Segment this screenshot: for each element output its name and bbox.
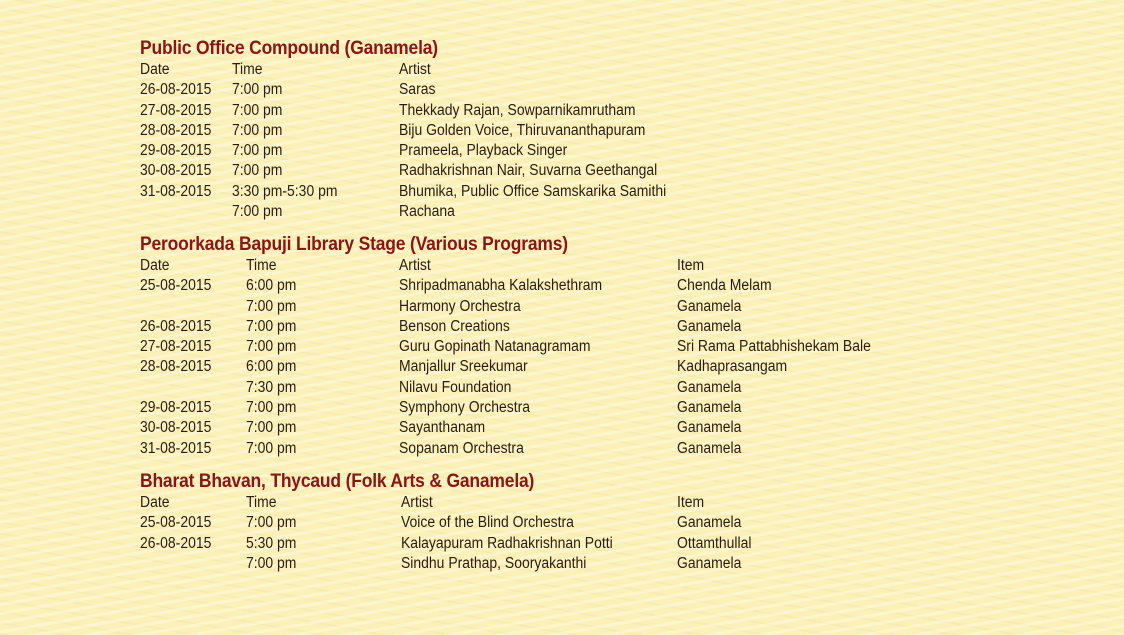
time-cell: 7:00 pm bbox=[246, 554, 297, 572]
header-artist: Artist bbox=[399, 257, 431, 274]
date-cell: 28-08-2015 bbox=[140, 121, 212, 139]
artist-cell: Thekkady Rajan, Sowparnikamrutham bbox=[399, 101, 636, 119]
section-title: Public Office Compound (Ganamela) bbox=[140, 38, 438, 59]
time-cell: 3:30 pm-5:30 pm bbox=[232, 182, 338, 200]
date-cell: 27-08-2015 bbox=[140, 338, 212, 356]
artist-cell: Guru Gopinath Natanagramam bbox=[399, 338, 591, 356]
artist-cell: Symphony Orchestra bbox=[399, 399, 531, 417]
table-row bbox=[140, 202, 464, 222]
time-cell: 7:00 pm bbox=[232, 81, 283, 99]
item-cell: Ganamela bbox=[677, 439, 742, 457]
table-header bbox=[140, 60, 464, 80]
artist-cell: Biju Golden Voice, Thiruvananthapuram bbox=[399, 121, 646, 139]
item-cell: Ganamela bbox=[677, 378, 742, 396]
header-artist: Artist bbox=[401, 494, 433, 511]
time-cell: 7:30 pm bbox=[246, 378, 297, 396]
table-row bbox=[140, 317, 742, 337]
date-cell: 25-08-2015 bbox=[140, 277, 212, 295]
artist-cell: Sindhu Prathap, Sooryakanthi bbox=[401, 554, 587, 572]
header-artist: Artist bbox=[399, 61, 431, 78]
header-item: Item bbox=[677, 257, 705, 274]
table-row bbox=[140, 418, 742, 438]
table-header bbox=[140, 256, 705, 276]
artist-cell: Kalayapuram Radhakrishnan Potti bbox=[401, 534, 613, 552]
time-cell: 7:00 pm bbox=[246, 399, 297, 417]
item-cell: Ganamela bbox=[677, 317, 742, 335]
table-row bbox=[140, 439, 742, 459]
section-bharat-bhavan bbox=[140, 471, 752, 574]
time-cell: 7:00 pm bbox=[246, 419, 297, 437]
time-cell: 6:00 pm bbox=[246, 358, 297, 376]
time-cell: 7:00 pm bbox=[246, 297, 297, 315]
date-cell: 29-08-2015 bbox=[140, 399, 212, 417]
date-cell: 26-08-2015 bbox=[140, 317, 212, 335]
artist-cell: Saras bbox=[399, 81, 436, 99]
date-cell: 31-08-2015 bbox=[140, 439, 212, 457]
table-row bbox=[140, 80, 464, 100]
date-cell: 26-08-2015 bbox=[140, 534, 212, 552]
section-peroorkada bbox=[140, 234, 871, 459]
date-cell: 28-08-2015 bbox=[140, 358, 212, 376]
item-cell: Kadhaprasangam bbox=[677, 358, 788, 376]
date-cell: 30-08-2015 bbox=[140, 419, 212, 437]
table-row bbox=[140, 398, 742, 418]
item-cell: Ganamela bbox=[677, 554, 742, 572]
table-row bbox=[140, 141, 568, 161]
header-date: Date bbox=[140, 61, 170, 78]
time-cell: 7:00 pm bbox=[232, 162, 283, 180]
header-item: Item bbox=[677, 494, 705, 511]
section-public-office bbox=[140, 38, 667, 222]
table-row bbox=[140, 276, 772, 296]
time-cell: 6:00 pm bbox=[246, 277, 297, 295]
date-cell: 26-08-2015 bbox=[140, 81, 212, 99]
item-cell: Ganamela bbox=[677, 399, 742, 417]
artist-cell: Shripadmanabha Kalakshethram bbox=[399, 277, 603, 295]
table-row bbox=[140, 297, 742, 317]
artist-cell: Sopanam Orchestra bbox=[399, 439, 524, 457]
time-cell: 7:00 pm bbox=[232, 142, 283, 160]
item-cell: Ganamela bbox=[677, 297, 742, 315]
artist-cell: Sayanthanam bbox=[399, 419, 486, 437]
date-cell: 31-08-2015 bbox=[140, 182, 212, 200]
time-cell: 7:00 pm bbox=[246, 439, 297, 457]
header-date: Date bbox=[140, 494, 170, 511]
table-row bbox=[140, 534, 752, 554]
artist-cell: Radhakrishnan Nair, Suvarna Geethangal bbox=[399, 162, 658, 180]
time-cell: 5:30 pm bbox=[246, 534, 297, 552]
date-cell: 30-08-2015 bbox=[140, 162, 212, 180]
table-row bbox=[140, 121, 646, 141]
date-cell: 29-08-2015 bbox=[140, 142, 212, 160]
artist-cell: Voice of the Blind Orchestra bbox=[401, 514, 574, 532]
item-cell: Ottamthullal bbox=[677, 534, 752, 552]
item-cell: Chenda Melam bbox=[677, 277, 772, 295]
artist-cell: Manjallur Sreekumar bbox=[399, 358, 528, 376]
time-cell: 7:00 pm bbox=[246, 317, 297, 335]
table-row bbox=[140, 161, 658, 181]
header-time: Time bbox=[246, 257, 277, 274]
date-cell: 25-08-2015 bbox=[140, 514, 212, 532]
header-date: Date bbox=[140, 257, 170, 274]
time-cell: 7:00 pm bbox=[232, 101, 283, 119]
table-row bbox=[140, 357, 788, 377]
table-row bbox=[140, 513, 742, 533]
section-title: Peroorkada Bapuji Library Stage (Various Programs) bbox=[140, 234, 568, 255]
time-cell: 7:00 pm bbox=[232, 203, 283, 221]
time-cell: 7:00 pm bbox=[246, 338, 297, 356]
header-time: Time bbox=[232, 61, 263, 78]
item-cell: Ganamela bbox=[677, 419, 742, 437]
time-cell: 7:00 pm bbox=[246, 514, 297, 532]
item-cell: Ganamela bbox=[677, 514, 742, 532]
table-header bbox=[140, 493, 705, 513]
time-cell: 7:00 pm bbox=[232, 121, 283, 139]
table-row bbox=[140, 182, 667, 202]
artist-cell: Harmony Orchestra bbox=[399, 297, 521, 315]
section-title: Bharat Bhavan, Thycaud (Folk Arts & Ganamela) bbox=[140, 471, 535, 492]
artist-cell: Benson Creations bbox=[399, 317, 510, 335]
artist-cell: Nilavu Foundation bbox=[399, 378, 512, 396]
table-row bbox=[140, 337, 871, 357]
artist-cell: Bhumika, Public Office Samskarika Samithi bbox=[399, 182, 667, 200]
table-row bbox=[140, 554, 742, 574]
date-cell: 27-08-2015 bbox=[140, 101, 212, 119]
artist-cell: Rachana bbox=[399, 203, 455, 221]
artist-cell: Prameela, Playback Singer bbox=[399, 142, 568, 160]
table-row bbox=[140, 101, 636, 121]
header-time: Time bbox=[246, 494, 277, 511]
item-cell: Sri Rama Pattabhishekam Bale bbox=[677, 338, 871, 356]
table-row bbox=[140, 378, 742, 398]
